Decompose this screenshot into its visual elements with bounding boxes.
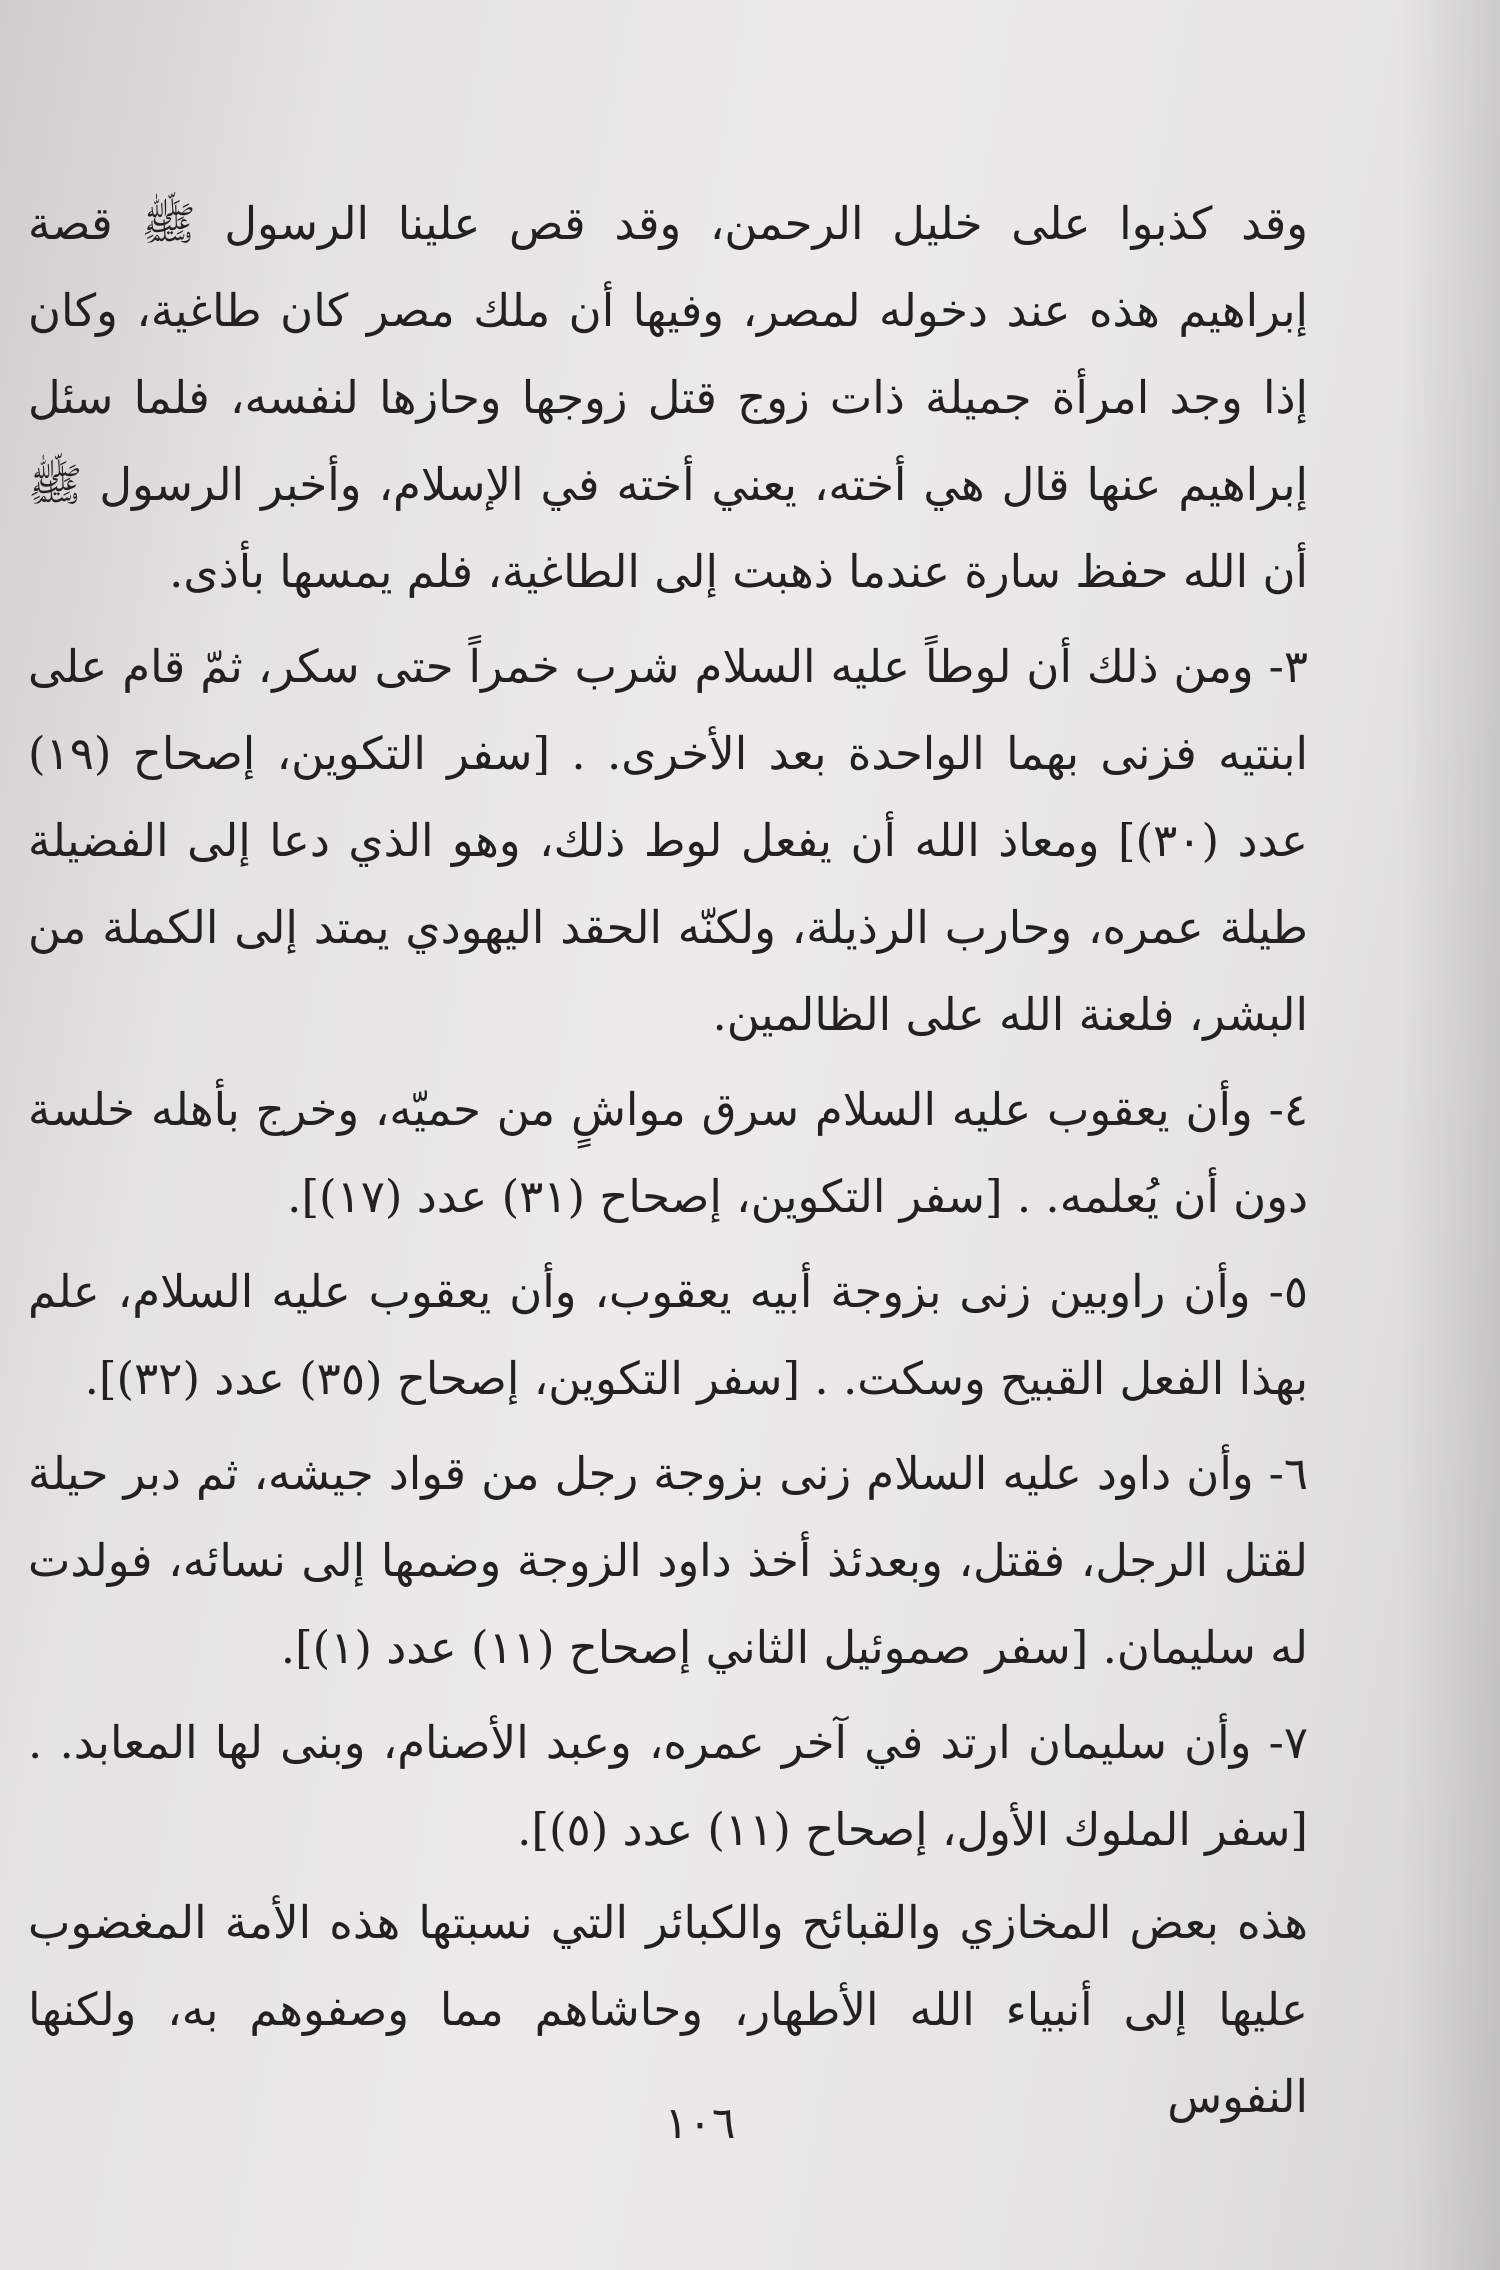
paragraph-closing: هذه بعض المخازي والقبائح والكبائر التي نسبتها هذه الأمة المغضوب عليها إلى أنبياء الله الأطهار، وحاشاهم مما وصفوهم به، ولكنها النفوس xyxy=(28,1896,1308,2123)
list-item-6: ٦- وأن داود عليه السلام زنى بزوجة رجل من قواد جيشه، ثم دبر حيلة لقتل الرجل، فقتل، وبعدئذ أخذ داود الزوجة وضمها إلى نسائه، فولدت له سليمان. [سفر صموئيل الثاني إصحاح (١١) عدد (١)]. xyxy=(28,1447,1308,1674)
page-body xyxy=(28,180,1308,2140)
list-item-7: ٧- وأن سليمان ارتد في آخر عمره، وعبد الأصنام، وبنى لها المعابد. . [سفر الملوك الأول، إصحاح (١١) عدد (٥)]. xyxy=(28,1716,1308,1856)
page-number: ١٠٦ xyxy=(664,2098,736,2149)
list-item-5: ٥- وأن راوبين زنى بزوجة أبيه يعقوب، وأن يعقوب عليه السلام، علم بهذا الفعل القبيح وسكت. . [سفر التكوين، إصحاح (٣٥) عدد (٣٢)]. xyxy=(28,1265,1308,1405)
list-item-4: ٤- وأن يعقوب عليه السلام سرق مواشٍ من حميّه، وخرج بأهله خلسة دون أن يُعلمه. . [سفر التكوين، إصحاح (٣١) عدد (١٧)]. xyxy=(28,1083,1308,1223)
paragraph-intro: وقد كذبوا على خليل الرحمن، وقد قص علينا الرسول ﷺ قصة إبراهيم هذه عند دخوله لمصر، وفيها أن ملك مصر كان طاغية، وكان إذا وجد امرأة جميلة ذات زوج قتل زوجها وحازها لنفسه، فلما سئل إبراهيم عنها قال هي أخته، يعني أخته في الإسلام، وأخبر الرسول ﷺ أن الله حفظ سارة عندما ذهبت إلى الطاغية، فلم يمسها بأذى. xyxy=(28,197,1308,598)
list-item-3: ٣- ومن ذلك أن لوطاً عليه السلام شرب خمراً حتى سكر، ثمّ قام على ابنتيه فزنى بهما الواحدة بعد الأخرى. . [سفر التكوين، إصحاح (١٩) عدد (٣٠)] ومعاذ الله أن يفعل لوط ذلك، وهو الذي دعا إلى الفضيلة طيلة عمره، وحارب الرذيلة، ولكنّه الحقد اليهودي يمتد إلى الكملة من البشر، فلعنة الله على الظالمين. xyxy=(28,640,1309,1041)
